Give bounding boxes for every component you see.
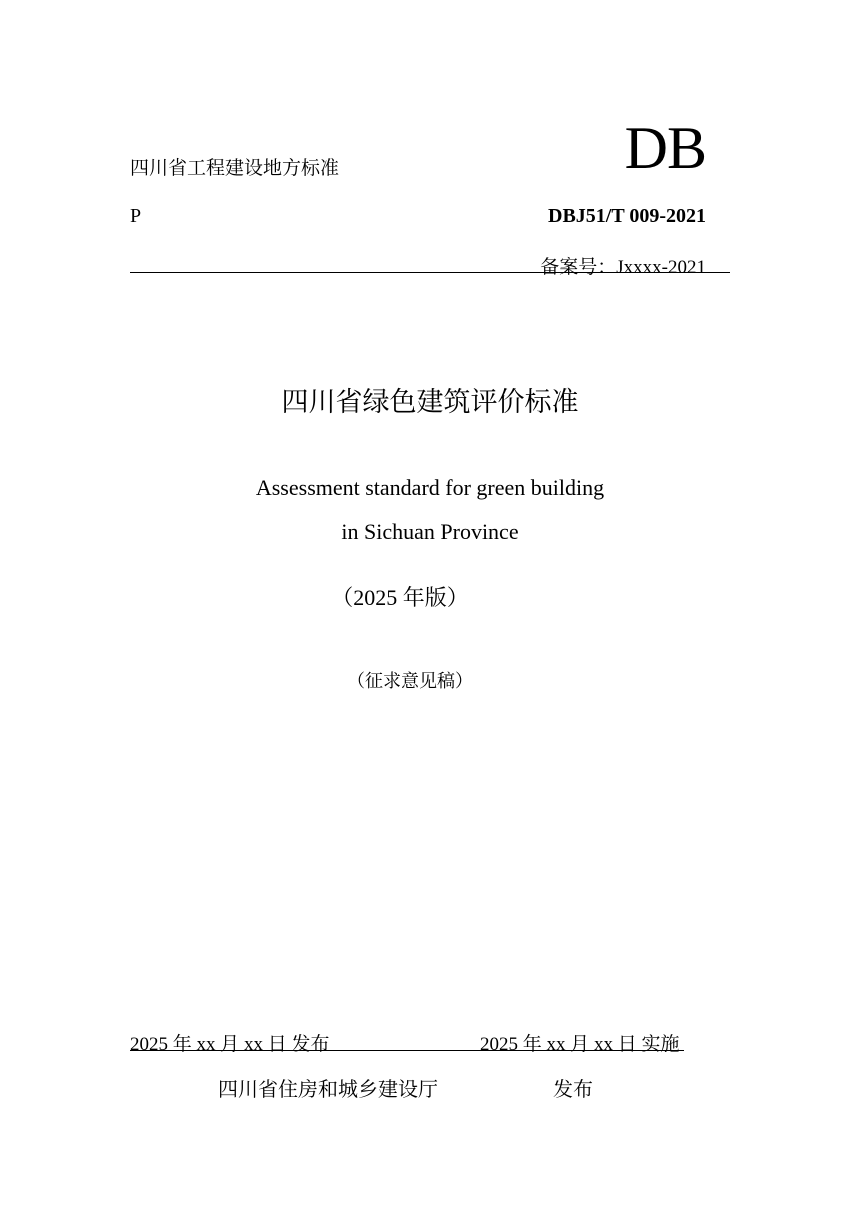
record-number bbox=[540, 252, 706, 279]
standard-code: DBJ51/T 009-2021 bbox=[548, 205, 706, 227]
record-number-label: 备案号： bbox=[540, 256, 617, 278]
footer-divider bbox=[130, 1050, 684, 1051]
record-number-value: Jxxxx-2021 bbox=[616, 257, 706, 278]
publish-date: 2025 年 xx 月 xx 日 发布 bbox=[130, 1034, 330, 1055]
standard-category-title: 四川省工程建设地方标准 bbox=[130, 157, 340, 179]
implement-date: 2025 年 xx 月 xx 日 实施 bbox=[480, 1034, 680, 1055]
draft-status: （征求意见稿） bbox=[347, 671, 473, 691]
classification-code: P bbox=[130, 205, 142, 227]
edition-label: （2025 年版） bbox=[331, 585, 469, 610]
db-mark: DB bbox=[624, 115, 706, 181]
document-title: 四川省绿色建筑评价标准 bbox=[281, 387, 579, 418]
issuing-authority: 四川省住房和城乡建设厅 bbox=[218, 1077, 438, 1101]
issue-label: 发布 bbox=[553, 1077, 593, 1101]
english-title-line-1: Assessment standard for green building bbox=[255, 475, 605, 500]
header-divider bbox=[130, 272, 730, 273]
english-title-line-2: in Sichuan Province bbox=[341, 519, 519, 544]
